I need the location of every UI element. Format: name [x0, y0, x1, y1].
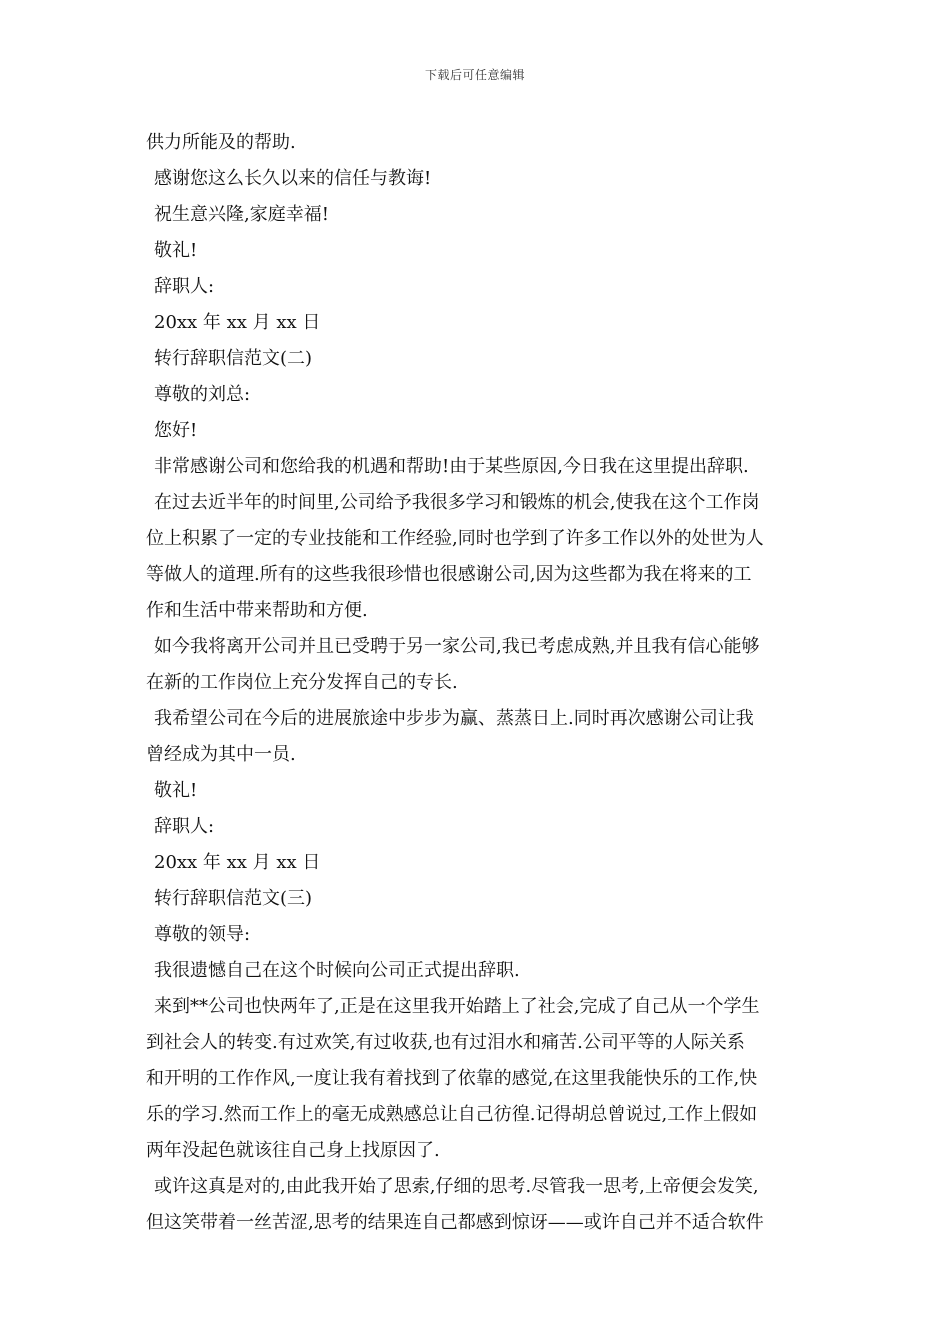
- text-line: 转行辞职信范文(二): [154, 348, 313, 369]
- text-line: 在新的工作岗位上充分发挥自己的专长.: [146, 672, 458, 693]
- text-line: 两年没起色就该往自己身上找原因了.: [146, 1140, 440, 1161]
- text-line: 曾经成为其中一员.: [146, 744, 296, 765]
- text-line: 尊敬的刘总:: [154, 384, 251, 405]
- page-header-note: 下载后可任意编辑: [424, 68, 525, 82]
- text-line: 20xx 年 xx 月 xx 日: [154, 852, 321, 873]
- text-line: 转行辞职信范文(三): [154, 888, 313, 909]
- text-line: 您好!: [154, 420, 198, 441]
- text-line: 敬礼!: [154, 240, 198, 261]
- text-line: 如今我将离开公司并且已受聘于另一家公司,我已考虑成熟,并且我有信心能够: [154, 636, 760, 657]
- text-line: 等做人的道理.所有的这些我很珍惜也很感谢公司,因为这些都为我在将来的工: [146, 564, 752, 585]
- text-line: 在过去近半年的时间里,公司给予我很多学习和锻炼的机会,使我在这个工作岗: [154, 492, 760, 513]
- text-line: 到社会人的转变.有过欢笑,有过收获,也有过泪水和痛苦.公司平等的人际关系: [146, 1032, 745, 1053]
- text-line: 敬礼!: [154, 780, 198, 801]
- text-line: 感谢您这么长久以来的信任与教诲!: [154, 168, 432, 189]
- document-body: [146, 125, 811, 1241]
- text-line: 或许这真是对的,由此我开始了思索,仔细的思考.尽管我一思考,上帝便会发笑,: [154, 1176, 759, 1197]
- text-line: 位上积累了一定的专业技能和工作经验,同时也学到了许多工作以外的处世为人: [146, 528, 764, 549]
- text-line: 供力所能及的帮助.: [146, 132, 296, 153]
- text-line: 乐的学习.然而工作上的毫无成熟感总让自己彷徨.记得胡总曾说过,工作上假如: [146, 1104, 758, 1125]
- text-line: 祝生意兴隆,家庭幸福!: [154, 204, 329, 225]
- text-line: 和开明的工作作风,一度让我有着找到了依靠的感觉,在这里我能快乐的工作,快: [146, 1068, 758, 1089]
- text-line: 我很遗憾自己在这个时候向公司正式提出辞职.: [154, 960, 520, 981]
- text-line: 尊敬的领导:: [154, 924, 251, 945]
- text-line: 辞职人:: [154, 276, 215, 297]
- text-line: 辞职人:: [154, 816, 215, 837]
- text-line: 来到**公司也快两年了,正是在这里我开始踏上了社会,完成了自己从一个学生: [154, 996, 760, 1017]
- text-line: 非常感谢公司和您给我的机遇和帮助!由于某些原因,今日我在这里提出辞职.: [154, 456, 749, 477]
- text-line: 作和生活中带来帮助和方便.: [146, 600, 368, 621]
- text-line: 20xx 年 xx 月 xx 日: [154, 312, 321, 333]
- text-line: 我希望公司在今后的进展旅途中步步为赢、蒸蒸日上.同时再次感谢公司让我: [154, 708, 754, 729]
- text-line: 但这笑带着一丝苦涩,思考的结果连自己都感到惊讶——或许自己并不适合软件: [146, 1212, 764, 1233]
